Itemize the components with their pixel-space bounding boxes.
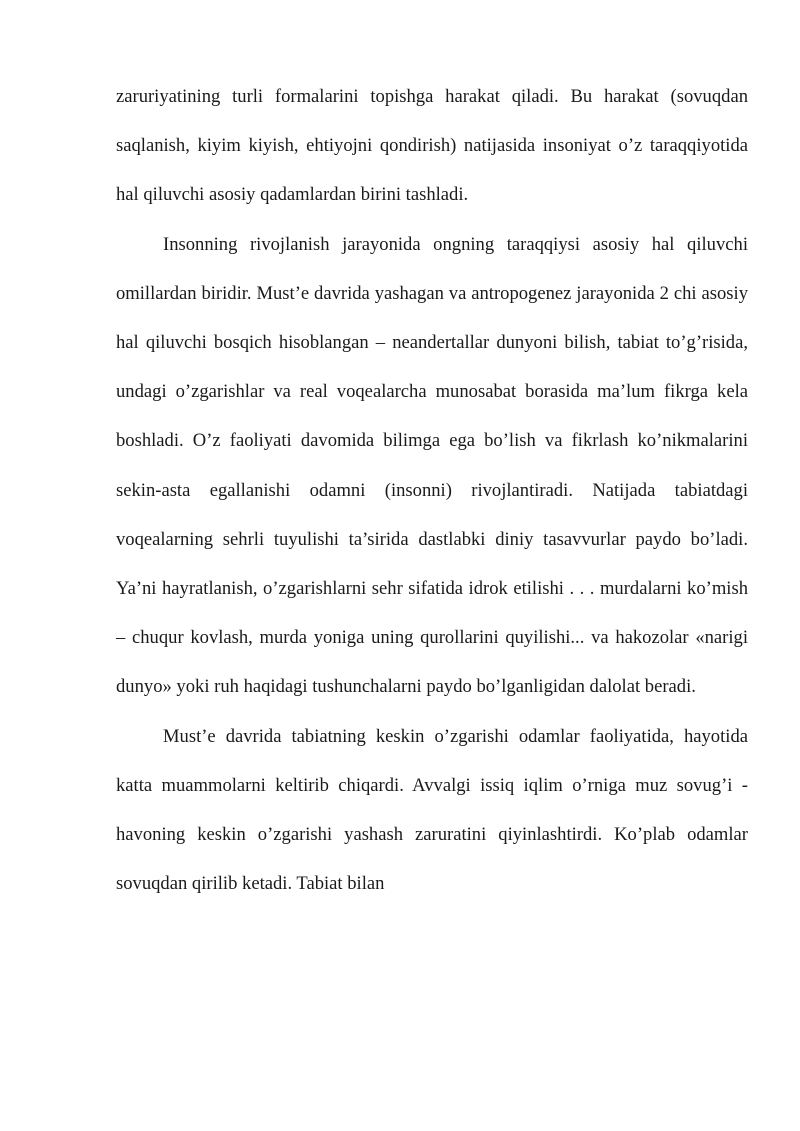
paragraph-climate: Must’e davrida tabiatning keskin o’zgarishi odamlar faoliyatida, hayotida katta muammolarni keltirib chiqardi. Avvalgi issiq iqlim o’rniga muz sovug’i - havoning keskin o’zgarishi yashash zaruratini qiyinlashtirdi. Ko’plab odamlar sovuqdan qirilib ketadi. Tabiat bilan [116,725,748,895]
paragraph-consciousness: Insonning rivojlanish jarayonida ongning taraqqiysi asosiy hal qiluvchi omillardan biridir. Must’e davrida yashagan va antropogenez jarayonida 2 chi asosiy hal qiluvchi bosqich hisoblangan – neandertallar dunyoni bilish, tabiat to’g’risida, undagi o’zgarishlar va real voqealarcha munosabat borasida ma’lum fikrga kela boshladi. O’z faoliyati davomida bilimga ega bo’lish va fikrlash ko’nikmalarini sekin-asta egallanishi odamni (insonni) rivojlantiradi. Natijada tabiatdagi voqealarning sehrli tuyulishi ta’sirida dastlabki diniy tasavvurlar paydo bo’ladi. Ya’ni hayratlanish, o’zgarishlarni sehr sifatida idrok etilishi . . . murdalarni ko’mish – chuqur kovlash, murda yoniga uning qurollarini quyilishi... va hakozolar «narigi dunyo» yoki ruh haqidagi tushunchalarni paydo bo’lganligidan dalolat beradi. [116,233,748,698]
paragraph-continuation: zaruriyatining turli formalarini topishga harakat qiladi. Bu harakat (sovuqdan saqlanish, kiyim kiyish, ehtiyojni qondirish) natijasida insoniyat o’z taraqqiyotida hal qiluvchi asosiy qadamlardan birini tashladi. [116,86,748,206]
body-text [116,72,748,908]
